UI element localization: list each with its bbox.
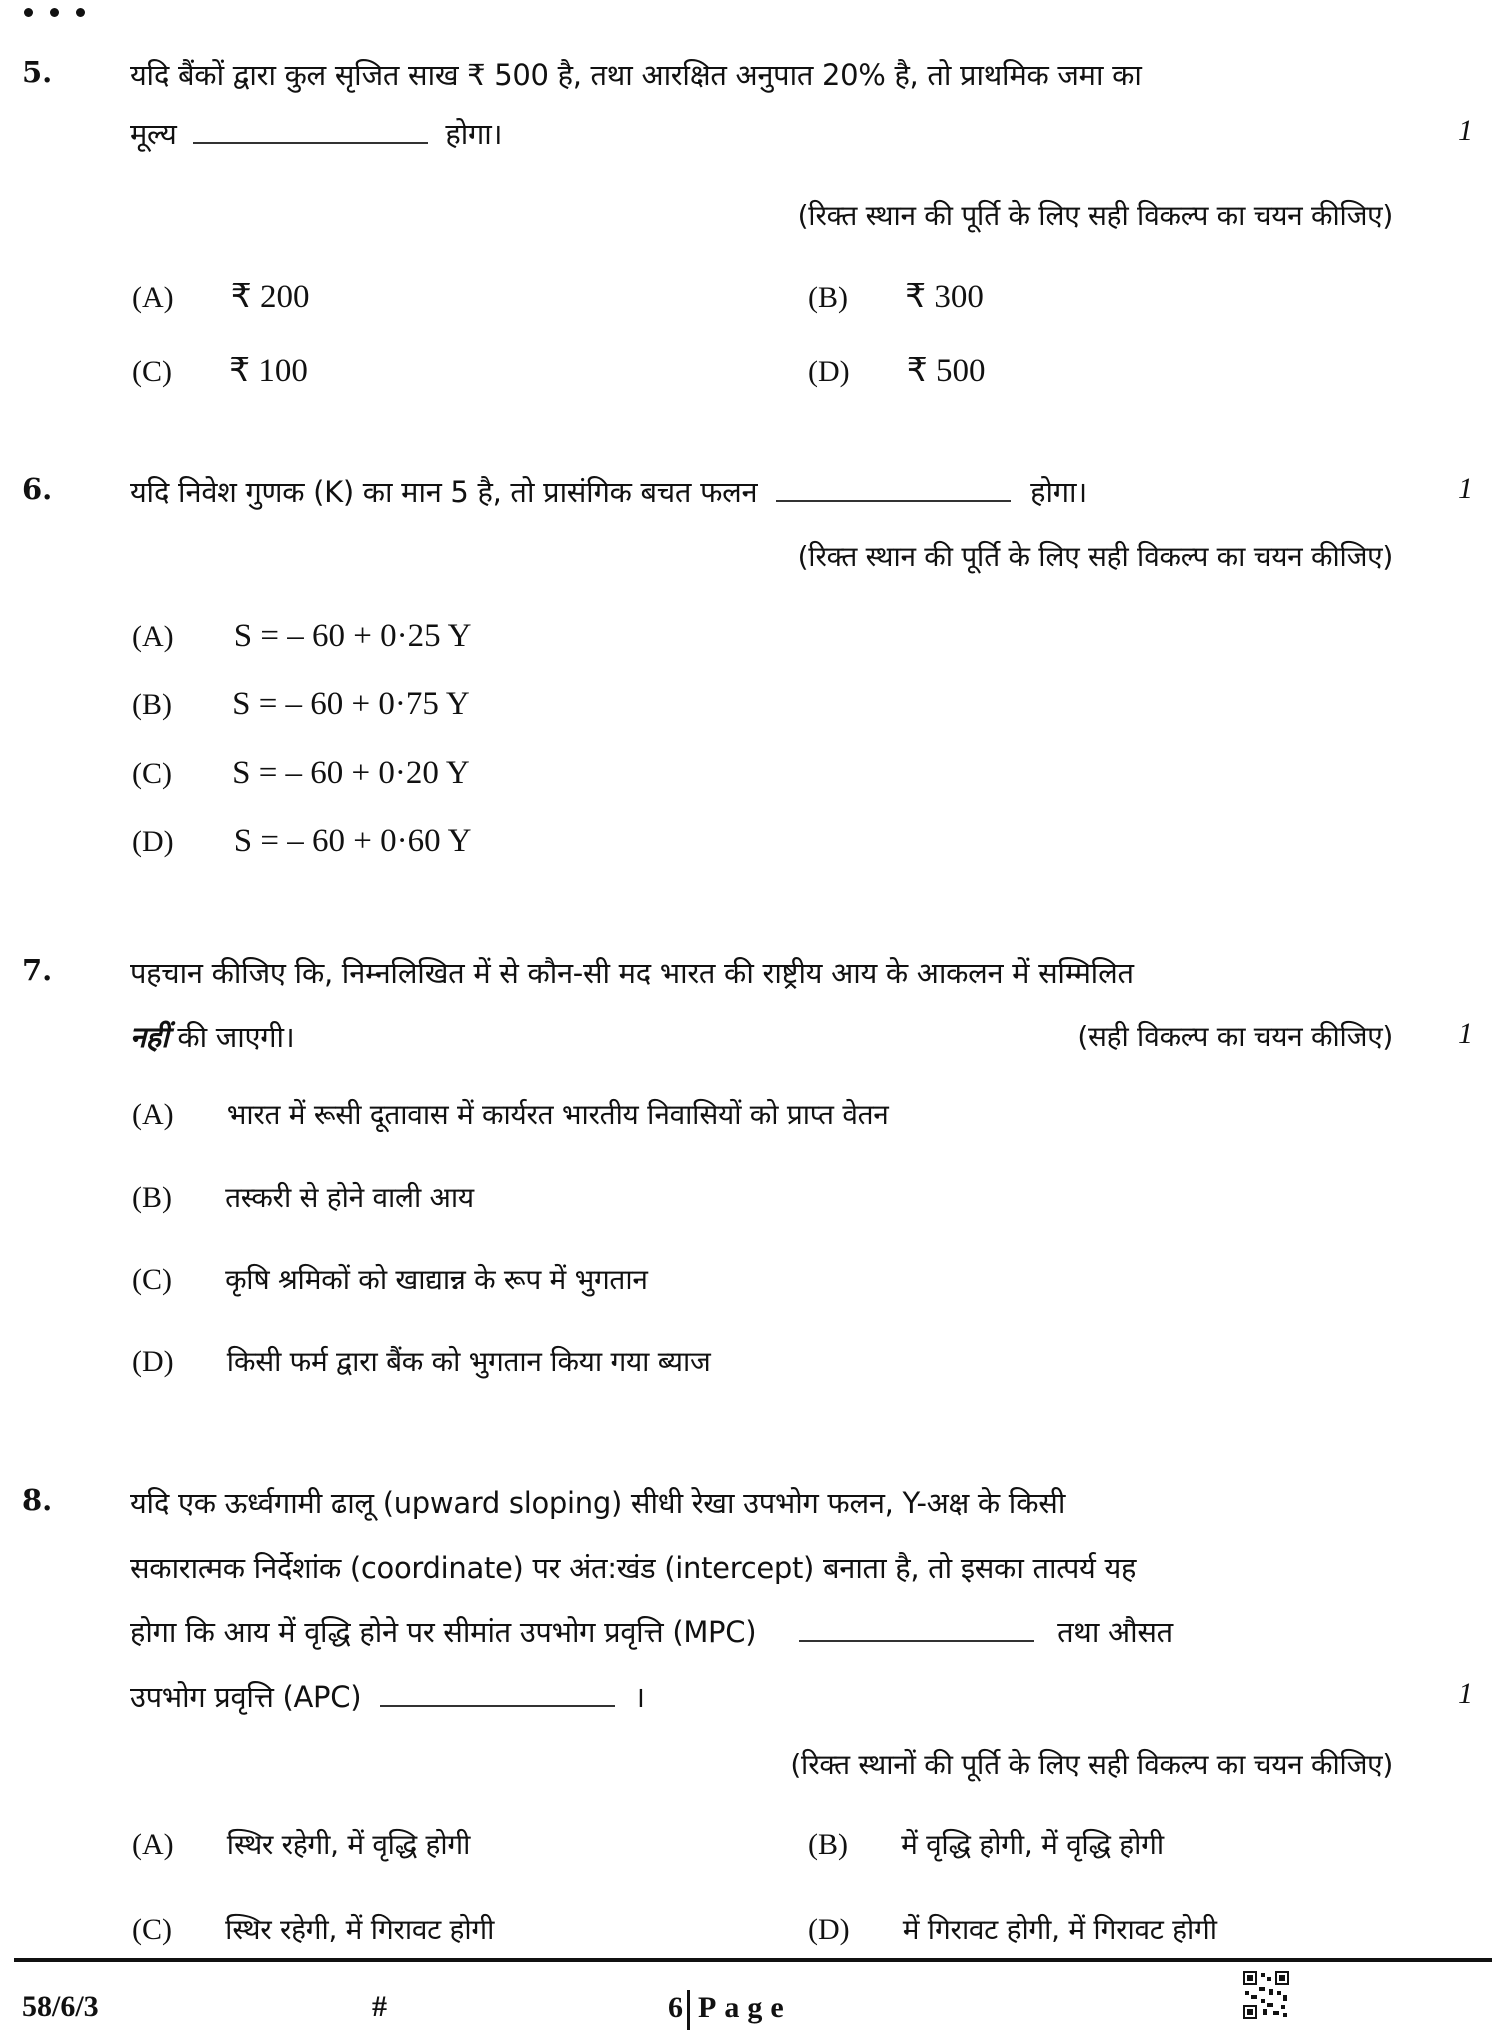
option-d[interactable]	[132, 1342, 710, 1380]
option-value: भारत में रूसी दूतावास में कार्यरत भारतीय निवासियों को प्राप्त वेतन	[226, 1098, 889, 1131]
marks: 1	[1458, 472, 1473, 505]
question-text-line1	[130, 472, 1087, 511]
option-b[interactable]	[132, 1178, 474, 1216]
option-b[interactable]	[808, 276, 984, 316]
fill-blank	[193, 142, 428, 144]
page-number: 6	[668, 1990, 683, 2024]
instruction: (रिक्त स्थानों की पूर्ति के लिए सही विकल्प का चयन कीजिए)	[790, 1748, 1393, 1781]
question-text-line2: सकारात्मक निर्देशांक (coordinate) पर अंत:खंड (intercept) बनाता है, तो इसका तात्पर्य यह	[130, 1551, 1137, 1585]
option-b[interactable]	[132, 686, 470, 723]
question-text: होगा कि आय में वृद्धि होने पर सीमांत उपभोग प्रवृत्ति (MPC)	[130, 1615, 757, 1649]
question-text: ।	[634, 1680, 645, 1714]
option-a[interactable]	[132, 276, 310, 316]
page-indicator	[668, 1990, 792, 2030]
instruction: (सही विकल्प का चयन कीजिए)	[1077, 1020, 1393, 1053]
option-value: S = – 60 + 0·60 Y	[233, 823, 472, 859]
option-value: स्थिर रहेगी, में गिरावट होगी	[225, 1913, 495, 1946]
option-b[interactable]	[808, 1825, 1164, 1863]
question-text-line1: यदि बैंकों द्वारा कुल सृजित साख ₹ 500 है, तथा आरक्षित अनुपात 20% है, तो प्राथमिक जमा का	[130, 58, 1142, 92]
instruction: (रिक्त स्थान की पूर्ति के लिए सही विकल्प का चयन कीजिए)	[797, 199, 1393, 232]
option-a[interactable]	[132, 618, 471, 655]
option-label: (D)	[132, 1345, 174, 1378]
fill-blank	[799, 1640, 1034, 1642]
option-d[interactable]	[132, 823, 471, 860]
more-options-dots-icon	[24, 8, 85, 17]
question-text: होगा।	[445, 117, 503, 151]
question-text: मूल्य	[130, 117, 177, 151]
option-label: (C)	[132, 355, 172, 388]
question-text: उपभोग प्रवृत्ति (APC)	[130, 1680, 362, 1714]
question-text-line1: पहचान कीजिए कि, निम्नलिखित में से कौन-सी मद भारत की राष्ट्रीय आय के आकलन में सम्मिलित	[130, 956, 1134, 990]
emphasis-text: नहीं	[130, 1020, 169, 1054]
option-value: में गिरावट होगी, में गिरावट होगी	[902, 1913, 1217, 1946]
footer-divider	[14, 1958, 1492, 1962]
dot-icon	[76, 8, 85, 17]
option-d[interactable]	[808, 350, 986, 390]
option-label: (C)	[132, 1913, 172, 1946]
question-text-line1: यदि एक ऊर्ध्वगामी ढालू (upward sloping) सीधी रेखा उपभोग फलन, Y-अक्ष के किसी	[130, 1486, 1066, 1520]
hash-mark: #	[372, 1990, 387, 2023]
option-label: (A)	[132, 620, 174, 653]
dot-icon	[24, 8, 33, 17]
option-label: (A)	[132, 1828, 174, 1861]
option-label: (B)	[132, 688, 172, 721]
marks: 1	[1458, 1677, 1473, 1710]
option-label: (D)	[132, 825, 174, 858]
question-number: 8.	[22, 1483, 53, 1517]
qr-code-icon	[1243, 1971, 1289, 2019]
option-value: ₹ 200	[230, 279, 310, 315]
marks: 1	[1458, 114, 1473, 147]
option-value: स्थिर रहेगी, में वृद्धि होगी	[226, 1828, 471, 1861]
marks: 1	[1458, 1017, 1473, 1050]
option-value: में वृद्धि होगी, में वृद्धि होगी	[901, 1828, 1164, 1861]
instruction: (रिक्त स्थान की पूर्ति के लिए सही विकल्प का चयन कीजिए)	[797, 540, 1393, 573]
option-label: (C)	[132, 1263, 172, 1296]
dot-icon	[50, 8, 59, 17]
page-label: Page	[698, 1990, 792, 2024]
option-label: (A)	[132, 1098, 174, 1131]
option-d[interactable]	[808, 1910, 1217, 1948]
option-c[interactable]	[132, 755, 470, 792]
question-text: तथा औसत	[1057, 1615, 1173, 1649]
option-label: (D)	[808, 355, 850, 388]
option-value: ₹ 100	[229, 353, 308, 389]
option-label: (B)	[808, 281, 848, 314]
question-text: यदि निवेश गुणक (K) का मान 5 है, तो प्रासंगिक बचत फलन	[130, 475, 758, 509]
option-value: S = – 60 + 0·75 Y	[232, 686, 470, 722]
option-label: (D)	[808, 1913, 850, 1946]
page-separator	[687, 1990, 690, 2030]
question-text-line4	[130, 1677, 645, 1716]
option-value: कृषि श्रमिकों को खाद्यान्न के रूप में भुगतान	[225, 1263, 648, 1296]
option-a[interactable]	[132, 1095, 888, 1133]
question-text-line2	[130, 1017, 294, 1056]
option-c[interactable]	[132, 350, 308, 390]
option-value: ₹ 500	[906, 353, 986, 389]
question-text: की जाएगी।	[168, 1020, 295, 1054]
question-number: 7.	[22, 953, 53, 987]
question-text-line2	[130, 114, 502, 153]
option-label: (A)	[132, 281, 174, 314]
fill-blank	[380, 1705, 615, 1707]
question-text-line3	[130, 1612, 1173, 1651]
option-value: किसी फर्म द्वारा बैंक को भुगतान किया गया ब्याज	[226, 1345, 711, 1378]
option-value: ₹ 300	[905, 279, 984, 315]
option-value: S = – 60 + 0·20 Y	[232, 755, 470, 791]
paper-code: 58/6/3	[22, 1990, 99, 2023]
option-c[interactable]	[132, 1260, 648, 1298]
fill-blank	[776, 500, 1011, 502]
option-value: S = – 60 + 0·25 Y	[233, 618, 472, 654]
option-label: (B)	[132, 1181, 172, 1214]
question-text: होगा।	[1030, 475, 1087, 509]
option-label: (C)	[132, 757, 172, 790]
question-number: 5.	[22, 55, 53, 89]
option-c[interactable]	[132, 1910, 494, 1948]
question-number: 6.	[22, 472, 53, 506]
option-a[interactable]	[132, 1825, 470, 1863]
option-label: (B)	[808, 1828, 848, 1861]
option-value: तस्करी से होने वाली आय	[225, 1181, 474, 1214]
